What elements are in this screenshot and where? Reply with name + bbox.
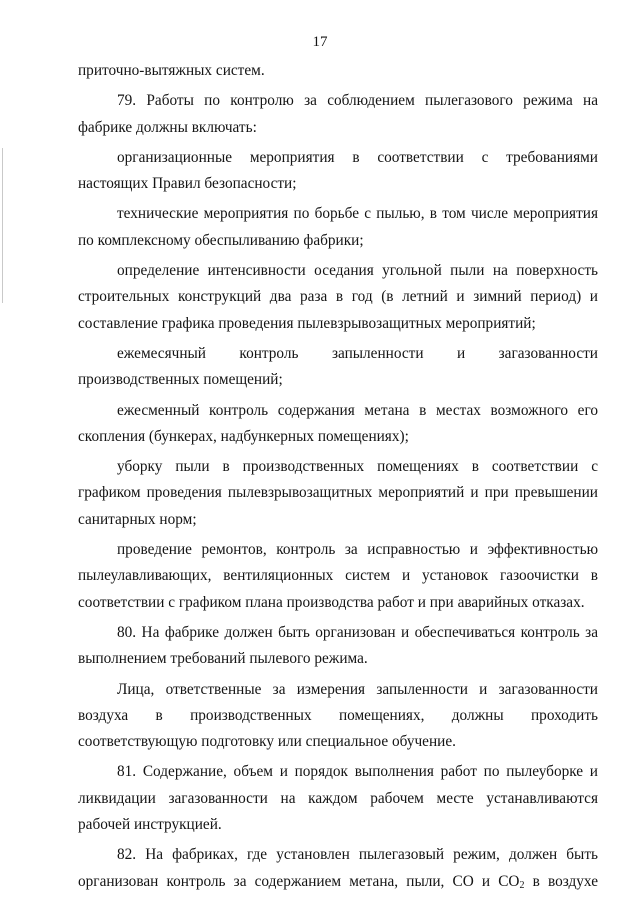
scan-edge-line: [2, 148, 3, 303]
document-body: [78, 58, 598, 899]
page-number: 17: [312, 34, 328, 50]
paragraph-responsible-persons: Лица, ответственные за измерения запыленности и загазованности воздуха в производственных помещениях, должны проходить соответствующую подготовку или специальное обучение.: [78, 680, 598, 751]
paragraph-82: [78, 842, 598, 895]
paragraph-82-tail: в воздухе: [524, 872, 598, 890]
co2-subscript: 2: [519, 879, 525, 891]
list-item-organizational: организационные мероприятия в соответствии с требованиями настоящих Правил безопасности;: [78, 148, 598, 193]
list-item-monthly-control: ежемесячный контроль запыленности и загазованности производственных помещений;: [78, 344, 598, 389]
list-item-technical: технические мероприятия по борьбе с пылью, в том числе мероприятия по комплексному обеспыливанию фабрики;: [78, 205, 598, 249]
paragraph-79: 79. Работы по контролю за соблюдением пылегазового режима на фабрике должны включать:: [78, 92, 598, 136]
paragraph-continuation: приточно-вытяжных систем.: [78, 62, 265, 79]
list-item-dust-cleaning: уборку пыли в производственных помещениях в соответствии с графиком проведения пылевзрывозащитных мероприятий и при превышении санитарных норм;: [78, 458, 598, 528]
paragraph-82-text: 82. На фабриках, где установлен пылегазовый режим, должен быть организован контроль за содержанием метана, пыли, CO и CO: [78, 846, 598, 890]
list-item-shift-methane-control: ежесменный контроль содержания метана в местах возможного его скопления (бункерах, надбункерных помещениях);: [78, 401, 598, 445]
list-item-repairs: проведение ремонтов, контроль за исправностью и эффективностью пылеулавливающих, вентиляционных систем и установок газоочистки в соответствии с графиком плана производства работ и при аварийных отказах.: [78, 541, 598, 611]
paragraph-81: 81. Содержание, объем и порядок выполнения работ по пылеуборке и ликвидации загазованности на каждом рабочем месте устанавливаются рабочей инструкцией.: [78, 763, 598, 834]
list-item-dust-settling: определение интенсивности оседания угольной пыли на поверхность строительных конструкций два раза в год (в летний и зимний период) и составление графика проведения пылевзрывозащитных мероприятий;: [78, 262, 598, 332]
paragraph-80: 80. На фабрике должен быть организован и обеспечиваться контроль за выполнением требований пылевого режима.: [78, 623, 598, 668]
